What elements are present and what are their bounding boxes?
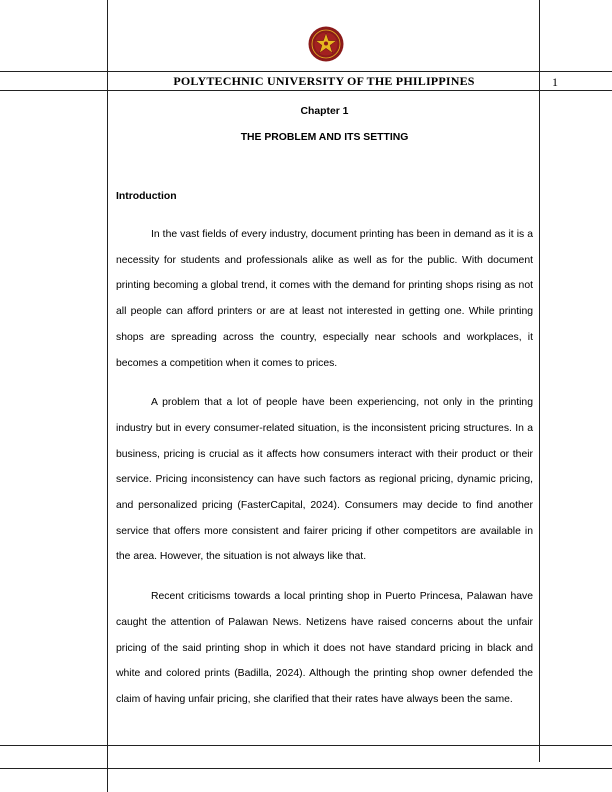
university-seal-icon	[308, 26, 344, 62]
right-margin-rule	[539, 0, 540, 762]
document-body	[116, 104, 533, 713]
footer-bottom-rule	[0, 768, 612, 769]
paragraph: A problem that a lot of people have been experiencing, not only in the printing industry but in every consumer-related situation, is the inconsistent pricing structures. In a business, pricing is crucial as it affects how consumers interact with their product or their service. Pricing inconsistency can have such factors as regional pricing, dynamic pricing, and personalized pricing (FasterCapital, 2024). Consumers may decide to find another service that offers more consistent and fairer pricing if other competitors are available in the area. However, the situation is not always like that.	[116, 397, 533, 563]
university-name: POLYTECHNIC UNIVERSITY OF THE PHILIPPINES	[173, 74, 475, 88]
section-heading: Introduction	[116, 191, 177, 202]
chapter-label: Chapter 1	[300, 106, 349, 117]
left-margin-rule	[107, 0, 108, 792]
chapter-title: THE PROBLEM AND ITS SETTING	[240, 132, 409, 143]
paragraph: Recent criticisms towards a local printing shop in Puerto Princesa, Palawan have caught the attention of Palawan News. Netizens have raised concerns about the unfair pricing of the said printing shop in which it does not have standard pricing in black and white and colored prints (Badilla, 2024). Although the printing shop owner defended the claim of having unfair pricing, she clarified that their rates have always been the same.	[116, 591, 533, 705]
header-top-rule	[0, 71, 612, 72]
page-number: 1	[552, 75, 558, 89]
header-bottom-rule	[0, 90, 612, 91]
paragraph: In the vast fields of every industry, document printing has been in demand as it is a necessity for students and professionals alike as well as for the public. With document printing becoming a global trend, it comes with the demand for printing shops rising as not all people can afford printers or are at least not interested in getting one. While printing shops are spreading across the country, especially near schools and workplaces, it becomes a competition when it comes to prices.	[116, 229, 533, 369]
footer-top-rule	[0, 745, 612, 746]
